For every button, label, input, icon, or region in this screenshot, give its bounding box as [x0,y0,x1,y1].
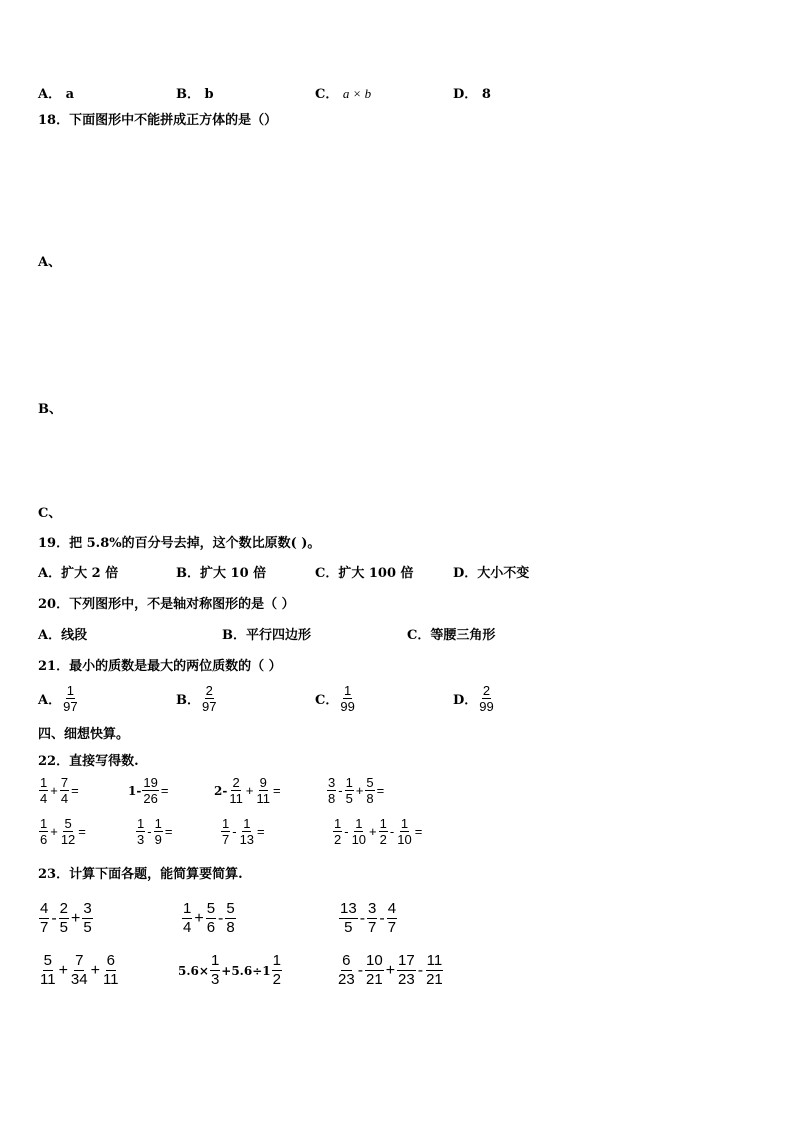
numerator: 5 [206,900,216,917]
fraction [154,816,163,847]
q18-option-c[interactable]: C、 [38,506,62,521]
option-letter: C． [315,693,339,708]
denominator: 9 [154,832,162,847]
operator: = [78,824,86,839]
option-text: 等腰三角形 [430,628,496,643]
fraction [206,900,216,937]
denominator: 11 [102,971,119,988]
fraction [365,952,384,989]
q18-stem: 18．下面图形中不能拼成正方体的是（） [38,113,278,128]
operator: + [385,961,396,979]
q18-option-b[interactable]: B、 [38,402,62,417]
fraction [201,683,217,714]
numerator: 1 [272,952,281,969]
numerator: 7 [75,952,84,969]
option-text: b [204,87,214,102]
option-letter: B． [222,628,246,643]
denominator: 4 [183,919,192,936]
q21-option-a[interactable] [38,683,80,714]
numerator: 1 [400,816,409,831]
option-text: 扩大 10 倍 [200,566,267,581]
fraction [70,952,89,989]
denominator: 99 [479,699,494,714]
denominator: 8 [366,791,374,806]
operator: - [379,909,385,927]
option-letter: B． [176,693,200,708]
q22-expr-5 [38,816,87,847]
numerator: 1 [40,816,48,831]
numerator: 5 [226,900,235,917]
operator: - [389,824,395,839]
operator: = [414,824,423,839]
numerator: 10 [366,952,383,969]
q18-option-a[interactable]: A、 [38,255,62,270]
fraction [59,900,69,937]
denominator: 11 [229,791,243,806]
fraction [39,900,49,937]
operator: - [338,783,343,798]
fraction [333,816,342,847]
option-letter: C． [315,87,339,102]
denominator: 4 [60,791,69,806]
numerator: 1 [379,816,387,831]
numerator: 5 [366,775,374,790]
whole-number: 5.6× [178,963,209,978]
numerator: 1 [154,816,162,831]
fraction [272,952,282,989]
denominator: 21 [366,971,383,988]
denominator: 2 [272,971,281,988]
fraction [102,952,120,989]
fraction [478,683,494,714]
fraction [39,816,48,847]
numerator: 9 [259,775,267,790]
q19-option-d[interactable] [453,562,529,581]
operator: + [58,961,68,979]
option-letter: A． [38,87,62,102]
operator: - [218,909,224,927]
operator: = [164,824,173,839]
q23-stem: 23．计算下面各题，能简算要简算. [38,867,243,882]
denominator: 13 [239,832,255,847]
q22-expr-2 [128,775,169,806]
operator: + [90,961,100,979]
q22-expr-6 [135,816,173,847]
q20-option-a[interactable] [38,624,87,643]
q22-expr-8 [332,816,423,847]
fraction [225,900,235,937]
numerator: 6 [106,952,115,969]
q21-stem: 21．最小的质数是最大的两位质数的（ ） [38,659,282,674]
q23-expr-1 [38,900,94,937]
operator: + [50,824,58,839]
denominator: 6 [40,832,48,847]
section-title: 四、细想快算。 [38,727,130,742]
numerator: 17 [398,952,415,969]
q22-expr-4 [326,775,385,806]
option-letter: B． [176,566,200,581]
option-letter: D． [453,566,478,581]
fraction [228,775,244,806]
operator: + [369,824,377,839]
denominator: 23 [338,971,355,988]
denominator: 97 [202,699,217,714]
fraction [39,775,48,806]
q23-expr-3 [338,900,398,937]
option-text: 8 [481,87,491,102]
q20-option-b[interactable] [222,624,311,643]
denominator: 26 [143,791,158,806]
denominator: 5 [59,919,69,936]
denominator: 10 [397,832,412,847]
option-letter: D． [453,87,478,102]
fraction [365,775,374,806]
denominator: 8 [328,791,336,806]
numerator: 2 [59,900,69,917]
option-text: 线段 [61,628,88,643]
denominator: 5 [83,919,92,936]
denominator: 99 [340,699,355,714]
numerator: 1 [243,816,251,831]
numerator: 1 [40,775,48,790]
denominator: 11 [256,791,270,806]
q19-option-b[interactable] [176,562,266,581]
denominator: 7 [222,832,230,847]
operator: + [71,909,81,927]
q21-option-c[interactable] [315,683,357,714]
option-text: 平行四边形 [246,628,312,643]
numerator: 1 [137,816,145,831]
denominator: 2 [379,832,387,847]
denominator: 8 [226,919,235,936]
denominator: 7 [40,919,49,936]
numerator: 1 [66,683,74,698]
fraction [345,775,354,806]
denominator: 21 [426,971,443,988]
denominator: 5 [344,919,353,936]
fraction [425,952,444,989]
option-letter: D． [453,693,478,708]
denominator: 7 [387,919,397,936]
q19-option-a[interactable] [38,562,118,581]
denominator: 7 [368,919,377,936]
option-letter: B． [176,87,200,102]
numerator: 1 [345,775,353,790]
numerator: 2 [232,775,240,790]
operator: - [147,824,152,839]
q17-option-c [315,83,371,102]
fraction [239,816,255,847]
q17-option-d [453,83,491,102]
option-text: 扩大 100 倍 [338,566,414,581]
option-letter: C． [407,628,431,643]
denominator: 34 [70,971,88,988]
numerator: 19 [143,775,158,790]
fraction [60,816,76,847]
q20-stem: 20．下列图形中，不是轴对称图形的是（ ） [38,597,295,612]
fraction [62,683,78,714]
numerator: 11 [426,952,443,969]
operator: + [194,909,204,927]
option-text: a × b [342,86,372,101]
denominator: 2 [334,832,342,847]
numerator: 3 [368,900,377,917]
option-text: a [65,87,75,102]
operator: - [359,909,366,927]
operator: = [160,783,169,798]
q23-expr-5 [178,952,283,989]
fraction [142,775,158,806]
operator: - [417,961,424,979]
fraction [327,775,336,806]
option-text: 大小不变 [477,566,530,581]
q23-expr-2 [181,900,237,937]
fraction [367,900,377,937]
q23-expr-4 [38,952,121,989]
option-letter: A． [38,693,62,708]
denominator: 4 [40,791,48,806]
q19-option-c[interactable] [315,562,414,581]
numerator: 1 [222,816,230,831]
denominator: 3 [137,832,145,847]
operator: - [51,909,57,927]
fraction [379,816,388,847]
operator: = [376,783,385,798]
fraction [397,952,416,989]
numerator: 6 [342,952,351,969]
operator: - [232,824,237,839]
fraction [39,952,57,989]
operator: = [71,783,79,798]
option-letter: A． [38,566,62,581]
numerator: 3 [328,775,336,790]
q23-expr-6 [336,952,445,989]
numerator: 1 [355,816,363,831]
denominator: 97 [63,699,78,714]
fraction [387,900,397,937]
denominator: 6 [206,919,216,936]
q22-stem: 22．直接写得数. [38,754,139,769]
numerator: 1 [343,683,352,698]
operator: + [245,783,254,798]
whole-number: 2- [214,783,228,798]
denominator: 11 [40,971,56,988]
fraction [136,816,145,847]
option-text: 扩大 2 倍 [61,566,119,581]
q22-expr-1 [38,775,80,806]
q21-option-b[interactable] [176,683,218,714]
q17-option-a [38,83,74,102]
numerator: 2 [482,683,491,698]
denominator: 5 [345,791,353,806]
numerator: 4 [387,900,397,917]
operator: - [357,961,364,979]
numerator: 5 [64,816,72,831]
q17-option-b [176,83,214,102]
numerator: 13 [340,900,357,917]
fraction [396,816,412,847]
numerator: 1 [183,900,192,917]
denominator: 3 [210,971,220,988]
operator: = [257,824,265,839]
fraction [182,900,192,937]
numerator: 4 [40,900,49,917]
fraction [351,816,367,847]
fraction [210,952,220,989]
q21-option-d[interactable] [453,683,496,714]
numerator: 2 [205,683,213,698]
fraction [337,952,356,989]
q22-expr-7 [220,816,266,847]
option-letter: C． [315,566,339,581]
operator: = [272,783,281,798]
whole-number: +5.6÷1 [221,963,271,978]
q20-option-c[interactable] [407,624,495,643]
numerator: 1 [334,816,342,831]
denominator: 12 [60,832,76,847]
whole-number: 1- [128,783,142,798]
fraction [221,816,230,847]
numerator: 5 [43,952,52,969]
numerator: 1 [210,952,220,969]
numerator: 7 [60,775,69,790]
q19-stem: 19．把 5.8%的百分号去掉，这个数比原数( )。 [38,536,321,551]
option-letter: A． [38,628,62,643]
fraction [82,900,92,937]
q22-expr-3 [214,775,282,806]
operator: + [355,783,364,798]
numerator: 3 [83,900,92,917]
denominator: 10 [351,832,367,847]
fraction [60,775,69,806]
fraction [255,775,271,806]
fraction [339,900,358,937]
denominator: 23 [398,971,415,988]
operator: - [344,824,349,839]
operator: + [50,783,58,798]
fraction [339,683,355,714]
